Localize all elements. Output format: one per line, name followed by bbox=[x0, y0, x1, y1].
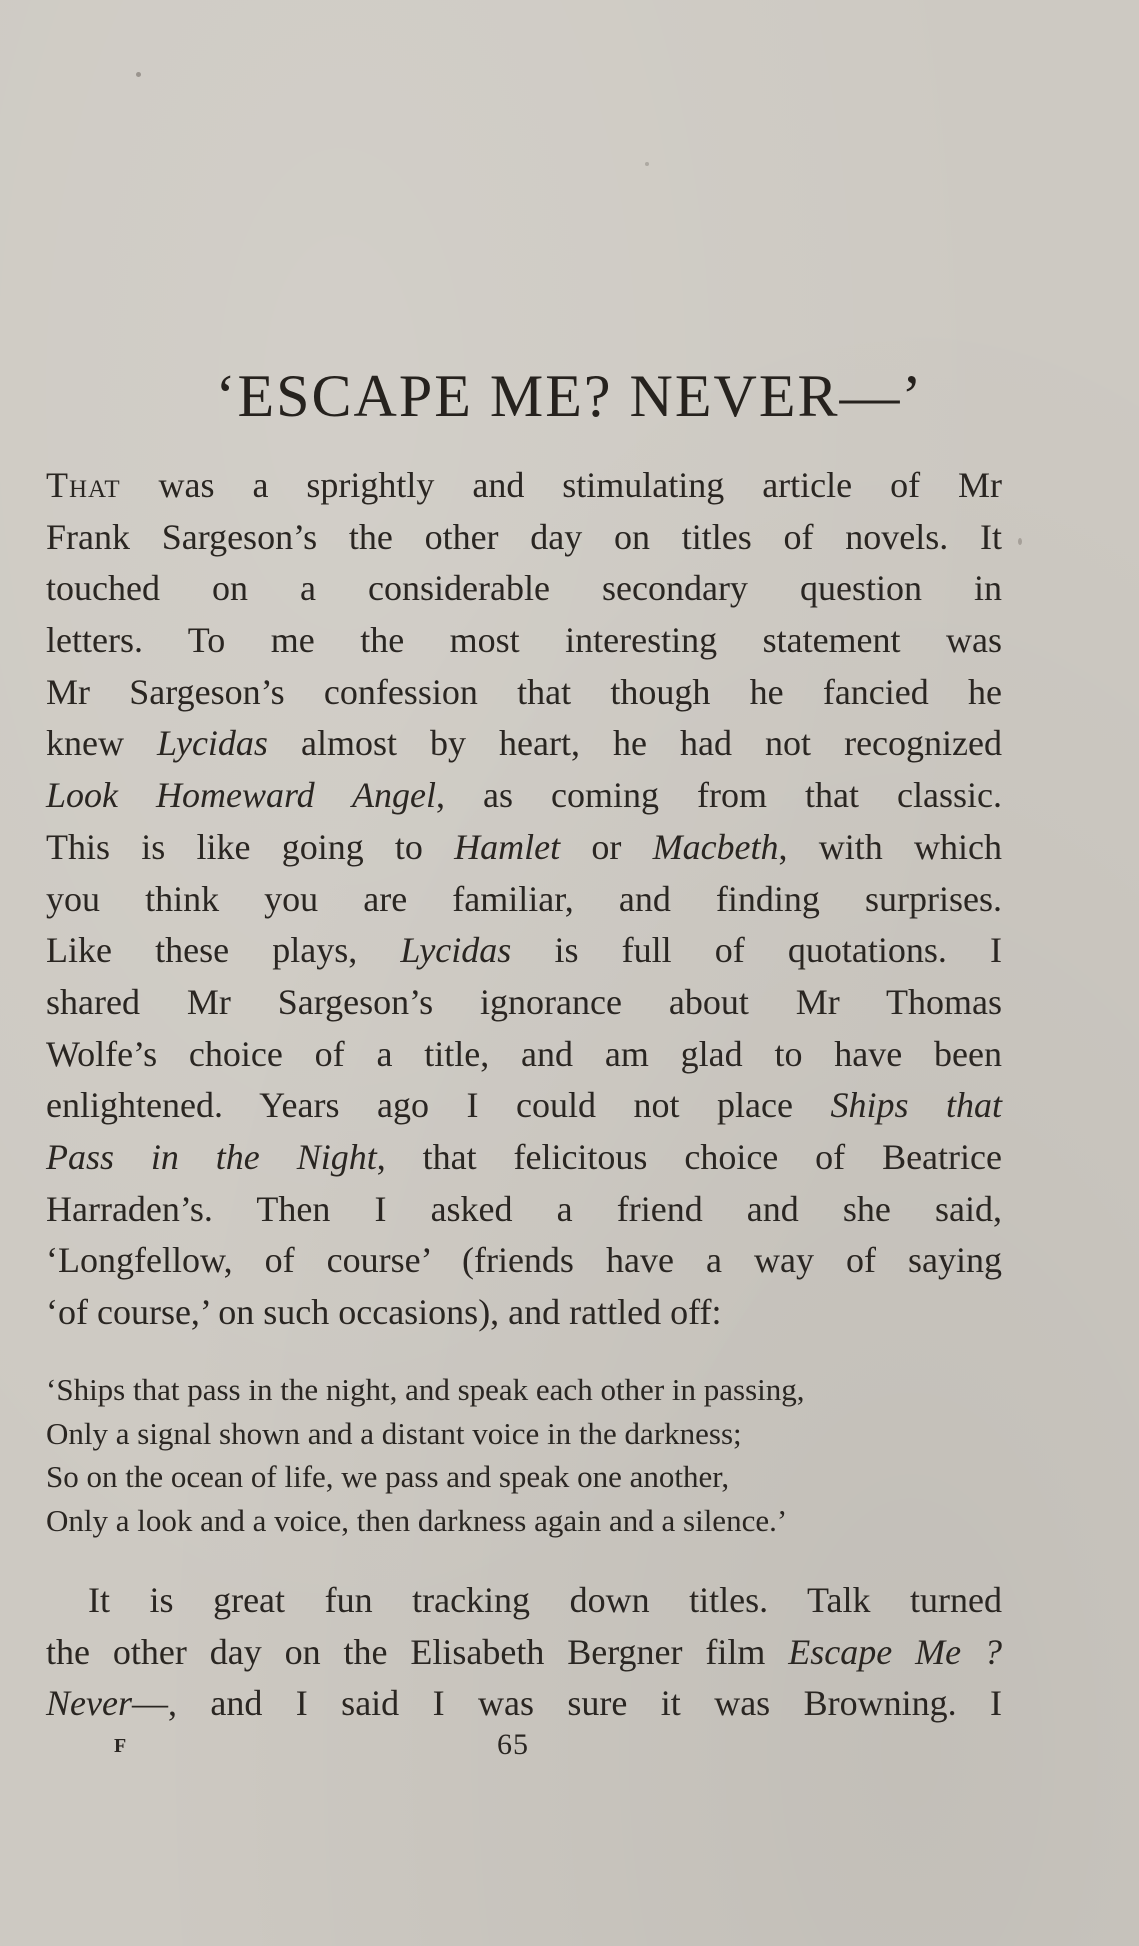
text-line bbox=[46, 563, 1002, 615]
text-line bbox=[46, 1235, 1002, 1287]
text-line bbox=[46, 977, 1002, 1029]
italic-title: Hamlet bbox=[454, 826, 561, 867]
paper-speck bbox=[136, 72, 141, 77]
text-line bbox=[46, 460, 1002, 512]
text-run: was a sprightly and stimulating article of Mr bbox=[120, 465, 1002, 505]
italic-title: Never bbox=[46, 1683, 132, 1724]
text-line bbox=[46, 615, 1002, 667]
text-line bbox=[46, 1184, 1002, 1236]
text-line bbox=[46, 770, 1002, 822]
text-line bbox=[46, 925, 1002, 977]
text-run: is full of quotations. I bbox=[511, 930, 1002, 971]
italic-title: Ships that bbox=[830, 1085, 1003, 1126]
italic-title: Lycidas bbox=[400, 930, 512, 971]
text-line bbox=[46, 512, 1002, 564]
paper-speck bbox=[645, 162, 649, 166]
text-run: shared Mr Sargeson’s ignorance about Mr Thomas bbox=[46, 981, 1002, 1022]
paper-speck bbox=[1018, 538, 1022, 545]
text-run: almost by heart, he had not recognized bbox=[267, 723, 1002, 764]
text-run: Frank Sargeson’s the other day on titles of novels. It bbox=[46, 516, 1002, 557]
text-run: enlightened. Years ago I could not place bbox=[46, 1085, 831, 1126]
text-line bbox=[46, 718, 1002, 770]
text-line bbox=[46, 822, 1002, 874]
text-run: , that felicitous choice of Beatrice bbox=[376, 1136, 1002, 1177]
italic-title: Look Homeward Angel bbox=[46, 775, 437, 816]
verse-quotation bbox=[46, 1368, 1002, 1542]
verse-line: ‘Ships that pass in the night, and speak each other in passing, bbox=[46, 1372, 805, 1407]
text-run: you think you are familiar, and finding surprises. bbox=[46, 878, 1002, 919]
italic-title: Macbeth bbox=[652, 826, 779, 867]
text-run: Mr Sargeson’s confession that though he fancied he bbox=[46, 671, 1002, 712]
text-line bbox=[46, 1575, 1002, 1627]
text-run: , as coming from that classic. bbox=[436, 775, 1003, 816]
paragraph-2 bbox=[46, 1575, 1002, 1730]
verse-line: Only a look and a voice, then darkness again and a silence.’ bbox=[46, 1502, 788, 1538]
smallcaps-opening: That bbox=[46, 465, 121, 505]
text-line bbox=[46, 1132, 1002, 1184]
text-run: —, and I said I was sure it was Browning. I bbox=[131, 1683, 1002, 1724]
paragraph-1 bbox=[46, 460, 1002, 1339]
text-line bbox=[46, 1029, 1002, 1081]
text-line bbox=[46, 874, 1002, 926]
text-line bbox=[46, 667, 1002, 719]
text-run: knew bbox=[46, 723, 158, 764]
italic-title: Pass in the Night bbox=[46, 1136, 377, 1177]
text-run: Wolfe’s choice of a title, and am glad to have been bbox=[46, 1033, 1002, 1074]
text-run: touched on a considerable secondary question in bbox=[46, 568, 1002, 609]
text-run: ‘of course,’ on such occasions), and rattled off: bbox=[46, 1292, 722, 1332]
text-run: Harraden’s. Then I asked a friend and she said, bbox=[46, 1188, 1002, 1229]
text-line bbox=[46, 1080, 1002, 1132]
chapter-title: ‘ESCAPE ME? NEVER—’ bbox=[215, 363, 924, 429]
verse-line: Only a signal shown and a distant voice in the darkness; bbox=[46, 1415, 742, 1451]
text-run: ‘Longfellow, of course’ (friends have a way of saying bbox=[46, 1240, 1002, 1281]
text-run: It is great fun tracking down titles. Talk turned bbox=[88, 1580, 1002, 1620]
text-line bbox=[46, 1678, 1002, 1730]
page-number: 65 bbox=[497, 1728, 529, 1761]
text-run: This is like going to bbox=[46, 826, 455, 867]
text-run: letters. To me the most interesting statement was bbox=[46, 620, 1002, 661]
text-run: or bbox=[560, 826, 653, 867]
text-run: Like these plays, bbox=[46, 930, 401, 971]
text-run: , with which bbox=[778, 826, 1002, 867]
text-run: the other day on the Elisabeth Bergner film bbox=[46, 1631, 789, 1672]
verse-line: So on the ocean of life, we pass and speak one another, bbox=[46, 1459, 730, 1494]
italic-title: Escape Me ? bbox=[788, 1631, 1002, 1672]
signature-mark: F bbox=[114, 1735, 127, 1757]
text-line bbox=[46, 1627, 1002, 1679]
italic-title: Lycidas bbox=[157, 723, 268, 764]
text-line bbox=[46, 1287, 1002, 1339]
